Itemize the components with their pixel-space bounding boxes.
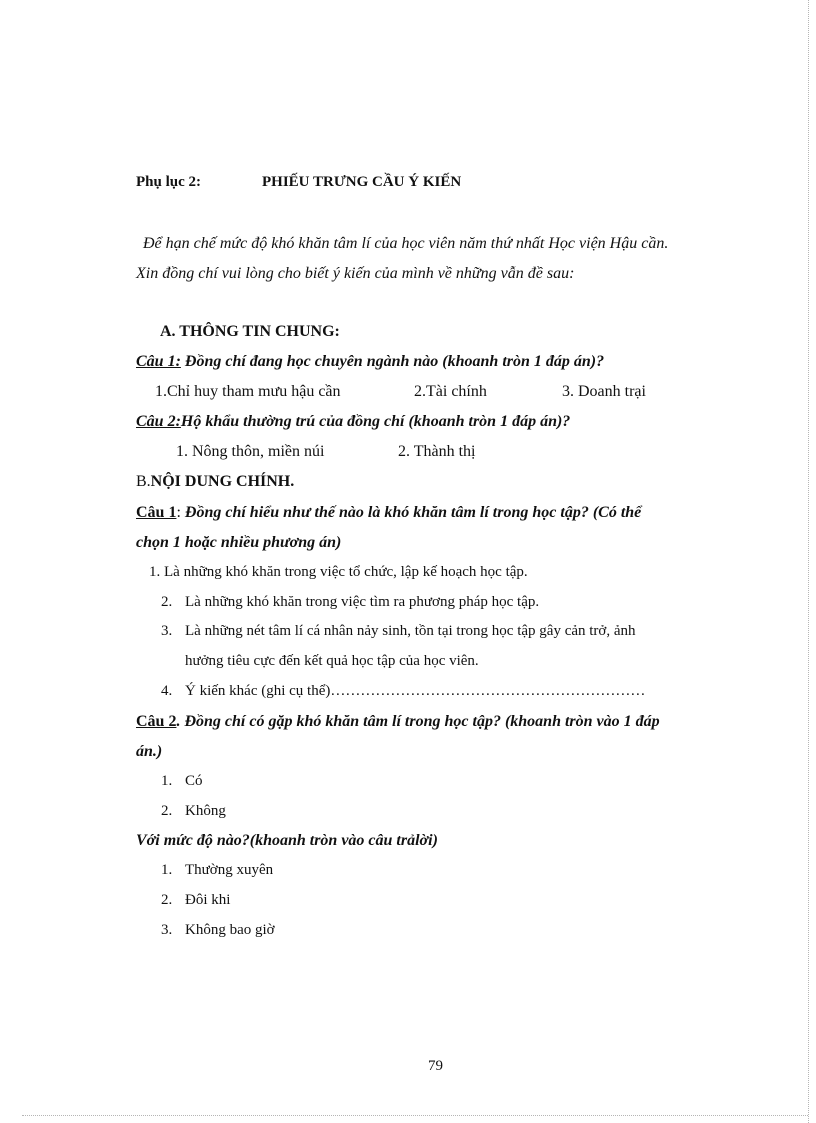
list-item-number: 2. (161, 803, 173, 819)
option-barracks: 3. Doanh trại (562, 383, 646, 400)
list-item-text: Không bao giờ (185, 922, 275, 938)
section-b-question-3: Với mức độ nào?(khoanh tròn vào câu trảlời) (136, 832, 438, 849)
section-b-question-2 (136, 713, 660, 731)
section-a-question-2 (136, 413, 570, 431)
list-item-number: 3. (161, 922, 173, 938)
section-b-title: NỘI DUNG CHÍNH. (150, 473, 295, 490)
list-item-number: 1. (149, 564, 161, 580)
question-label: Câu 2: (136, 413, 181, 430)
question-text-line-1: . Đồng chí có gặp khó khăn tâm lí trong học tập? (khoanh tròn vào 1 đáp (176, 713, 660, 730)
list-item-text: Là những nét tâm lí cá nhân nảy sinh, tồn tại trong học tập gây cản trở, ảnh (185, 623, 636, 639)
list-item-number: 3. (161, 623, 173, 639)
question-text: Hộ khẩu thường trú của đồng chí (khoanh tròn 1 đáp án)? (180, 413, 571, 430)
list-item-number: 1. (161, 862, 173, 878)
option-finance: 2.Tài chính (414, 383, 487, 400)
section-a-question-1 (136, 353, 604, 371)
list-item-number: 2. (161, 892, 173, 908)
list-item-text: Không (185, 803, 226, 819)
question-label: Câu 1: (136, 353, 181, 370)
list-item-text: Ý kiến khác (ghi cụ thể)……………………………………………………… (185, 683, 646, 699)
list-item-text: Có (185, 773, 203, 789)
question-label: Câu 2 (136, 713, 177, 730)
list-item-number: 4. (161, 683, 173, 699)
question-text-line-1: Đồng chí hiểu như thế nào là khó khăn tâm lí trong học tập? (Có thể (184, 504, 642, 521)
section-b-question-1 (136, 504, 641, 522)
appendix-label: Phụ lục 2: (136, 174, 202, 190)
option-urban: 2. Thành thị (398, 443, 476, 460)
question-text-line-2: chọn 1 hoặc nhiều phương án) (136, 534, 342, 551)
list-item-text: Thường xuyên (185, 862, 274, 878)
intro-line-1: Để hạn chế mức độ khó khăn tâm lí của học viên năm thứ nhất Học viện Hậu cần. (143, 235, 669, 252)
list-item-number: 2. (161, 594, 173, 610)
list-item-text: Đôi khi (185, 892, 231, 908)
option-command-logistics: 1.Chỉ huy tham mưu hậu cần (155, 383, 341, 400)
question-label: Câu 1 (136, 504, 177, 521)
intro-line-2: Xin đồng chí vui lòng cho biết ý kiến của mình về những vẫn đề sau: (136, 265, 575, 282)
page-edge-right (808, 0, 809, 1123)
list-item-continuation: hưởng tiêu cực đến kết quả học tập của học viên. (185, 653, 479, 669)
list-item-text: Là những khó khăn trong việc tổ chức, lập kế hoạch học tập. (164, 564, 528, 580)
section-b-heading (136, 473, 294, 491)
list-item-number: 1. (161, 773, 173, 789)
form-title: PHIẾU TRƯNG CẦU Ý KIẾN (262, 174, 462, 190)
question-text: Đồng chí đang học chuyên ngành nào (khoanh tròn 1 đáp án)? (180, 353, 605, 370)
list-item (149, 564, 528, 581)
page-edge-bottom (22, 1115, 808, 1116)
section-a-heading: A. THÔNG TIN CHUNG: (160, 323, 340, 340)
list-item-text: Là những khó khăn trong việc tìm ra phương pháp học tập. (185, 594, 540, 610)
section-b-prefix: B. (136, 473, 151, 490)
question-sep: : (176, 504, 185, 521)
question-text-line-2: án.) (136, 743, 163, 760)
page-number: 79 (428, 1058, 443, 1074)
option-rural: 1. Nông thôn, miền núi (176, 443, 325, 460)
